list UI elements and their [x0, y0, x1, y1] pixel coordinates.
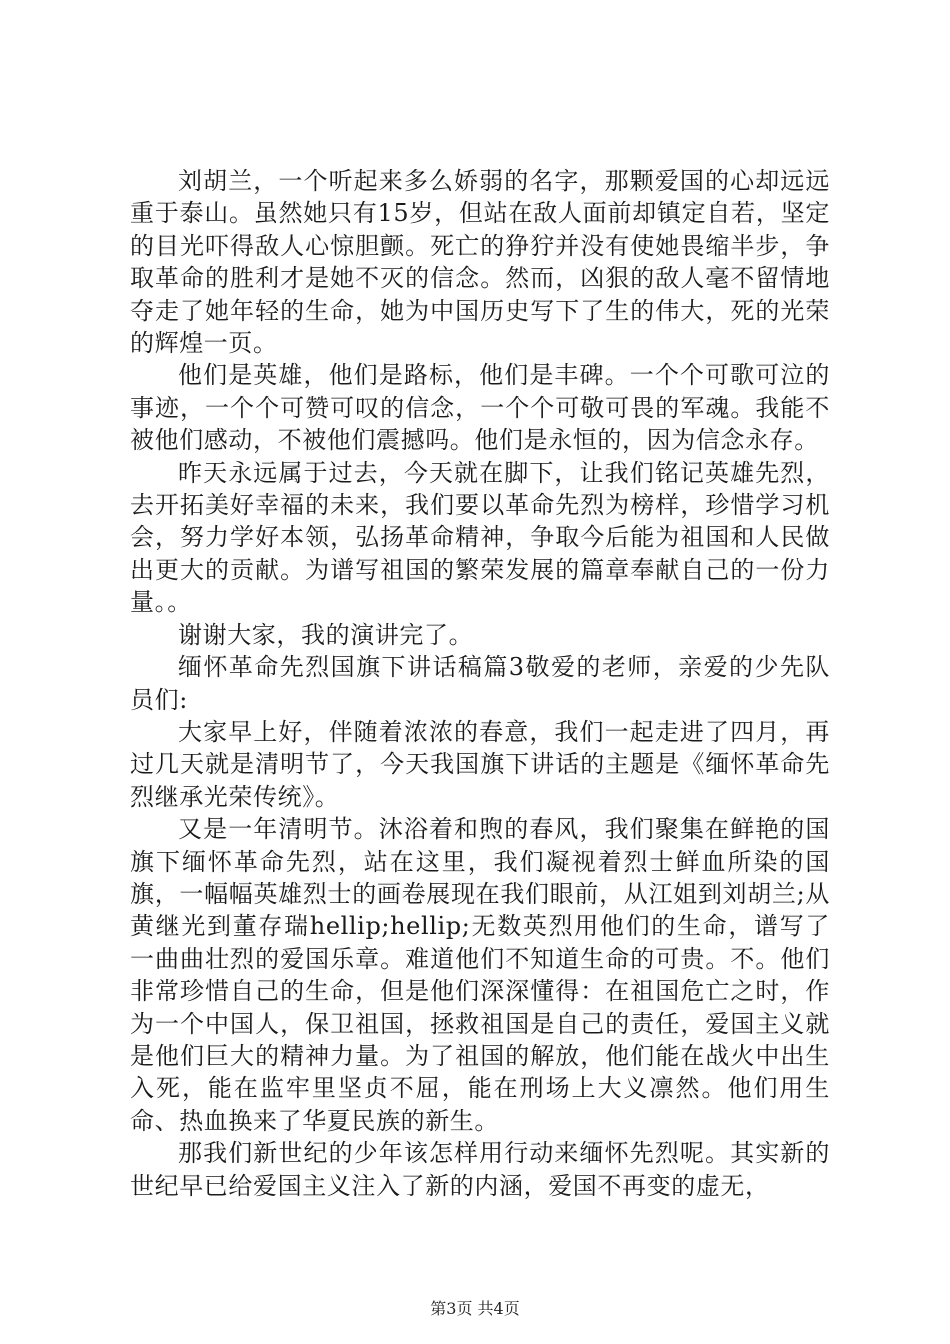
paragraph-future: 昨天永远属于过去，今天就在脚下，让我们铭记英雄先烈，去开拓美好幸福的未来，我们要以革命先烈为榜样，珍惜学习机会，努力学好本领，弘扬革命精神，争取今后能为祖国和人民做出更大的贡献。为谱写祖国的繁荣发展的篇章奉献自己的一份力量。。 — [130, 458, 830, 617]
paragraph-qingming: 又是一年清明节。沐浴着和煦的春风，我们聚集在鲜艳的国旗下缅怀革命先烈，站在这里，我们凝视着烈士鲜血所染的国旗，一幅幅英雄烈士的画卷展现在我们眼前，从江姐到刘胡兰;从黄继光到董存瑞hellip;hellip;无数英烈用他们的生命，谱写了一曲曲壮烈的爱国乐章。难道他们不知道生命的可贵。不。他们非常珍惜自己的生命，但是他们深深懂得：在祖国危亡之时，作为一个中国人，保卫祖国，拯救祖国是自己的责任，爱国主义就是他们巨大的精神力量。为了祖国的解放，他们能在战火中出生入死，能在监牢里坚贞不屈，能在刑场上大义凛然。他们用生命、热血换来了华夏民族的新生。 — [130, 815, 830, 1135]
paragraph-heroes: 他们是英雄，他们是路标，他们是丰碑。一个个可歌可泣的事迹，一个个可赞可叹的信念，一个个可敬可畏的军魂。我能不被他们感动，不被他们震撼吗。他们是永恒的，因为信念永存。 — [130, 361, 830, 455]
paragraph-speech-3-title: 缅怀革命先烈国旗下讲话稿篇3敬爱的老师，亲爱的少先队员们: — [130, 653, 830, 714]
paragraph-greeting: 大家早上好，伴随着浓浓的春意，我们一起走进了四月，再过几天就是清明节了，今天我国旗下讲话的主题是《缅怀革命先烈继承光荣传统》。 — [130, 717, 830, 811]
paragraph-new-century: 那我们新世纪的少年该怎样用行动来缅怀先烈呢。其实新的世纪早已给爱国主义注入了新的内涵，爱国不再变的虚无， — [130, 1139, 830, 1200]
page-number-footer: 第3页 共4页 — [430, 1299, 520, 1318]
paragraph-thanks: 谢谢大家，我的演讲完了。 — [178, 620, 474, 649]
paragraph-liu-hulan: 刘胡兰，一个听起来多么娇弱的名字，那颗爱国的心却远远重于泰山。虽然她只有15岁，但站在敌人面前却镇定自若，坚定的目光吓得敌人心惊胆颤。死亡的狰狞并没有使她畏缩半步，争取革命的胜利才是她不灭的信念。然而，凶狠的敌人毫不留情地夺走了她年轻的生命，她为中国历史写下了生的伟大，死的光荣的辉煌一页。 — [130, 167, 830, 358]
document-body — [130, 165, 830, 1202]
